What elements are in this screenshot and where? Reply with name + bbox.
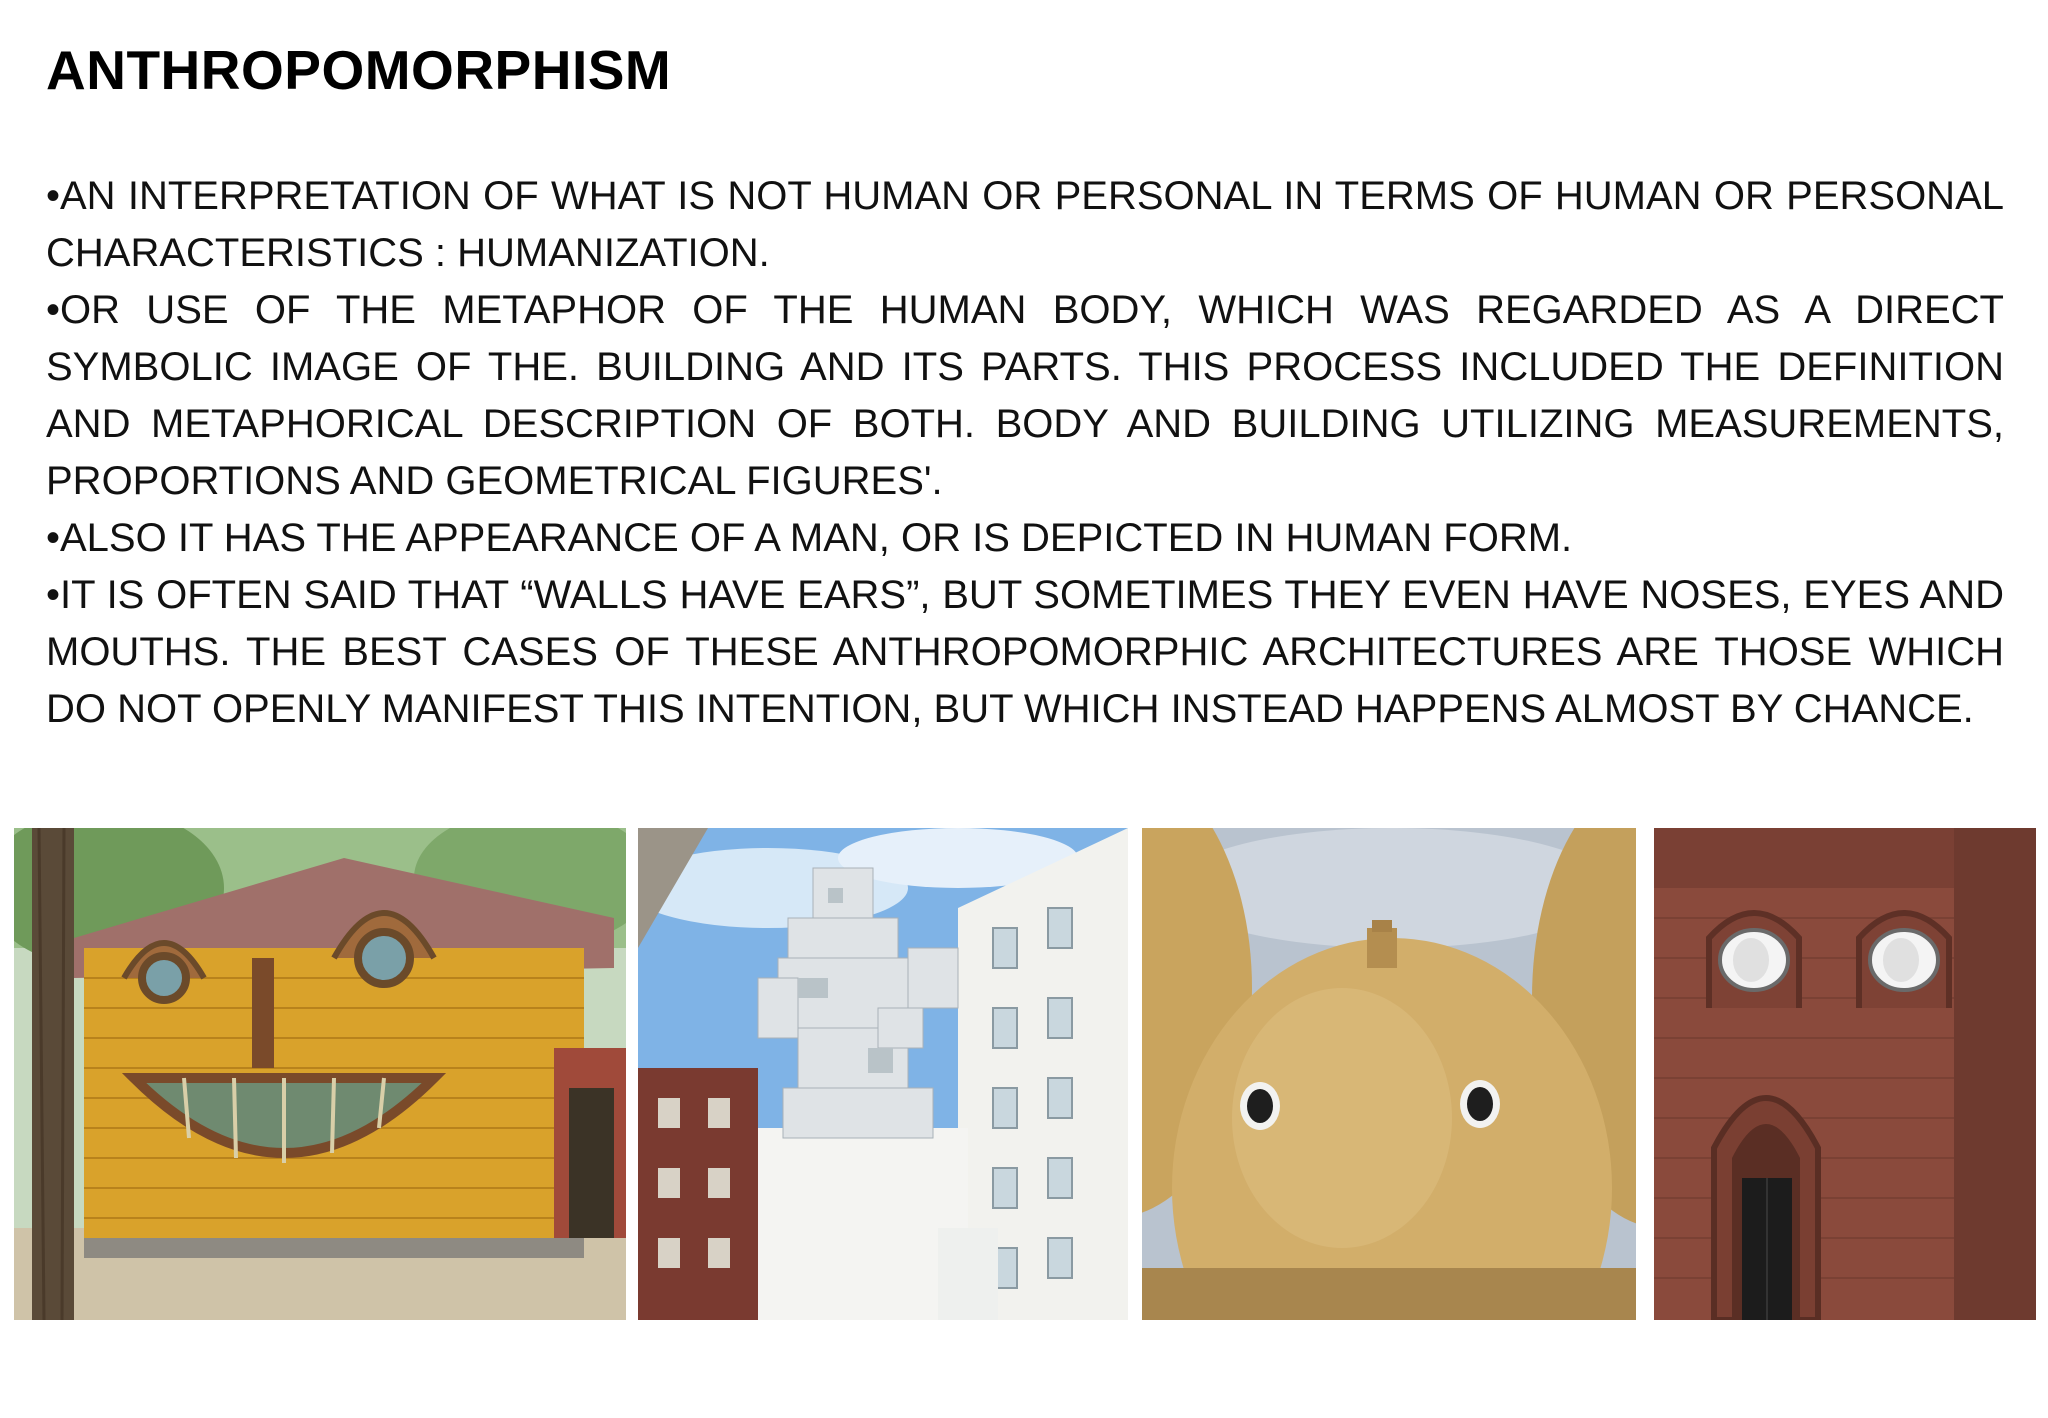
slide-title: ANTHROPOMORPHISM xyxy=(46,39,672,101)
brick-facade-face-photo xyxy=(1654,828,2036,1320)
bullet-paragraph-2: •OR USE OF THE METAPHOR OF THE HUMAN BODY, WHICH WAS REGARDED AS A DIRECT SYMBOLIC IMAGE OF THE. BUILDING AND ITS PARTS. THIS PROCESS INCLUDED THE DEFINITION AND METAPHORICAL DESCRIPTION OF BOTH. BODY AND BUILDING UTILIZING MEASUREMENTS, PROPORTIONS AND GEOMETRICAL FIGURES'. xyxy=(46,288,2004,503)
slide-body xyxy=(46,168,2004,738)
blocky-human-figure-building-photo xyxy=(638,828,1128,1320)
bullet-paragraph-3: •ALSO IT HAS THE APPEARANCE OF A MAN, OR IS DEPICTED IN HUMAN FORM. xyxy=(46,516,1573,560)
domed-tanks-with-eyes-photo xyxy=(1142,828,1636,1320)
bullet-paragraph-1: •AN INTERPRETATION OF WHAT IS NOT HUMAN OR PERSONAL IN TERMS OF HUMAN OR PERSONAL CHARACTERISTICS : HUMANIZATION. xyxy=(46,174,2004,275)
smiling-wooden-house-photo xyxy=(14,828,626,1320)
bullet-paragraph-4: •IT IS OFTEN SAID THAT “WALLS HAVE EARS”, BUT SOMETIMES THEY EVEN HAVE NOSES, EYES AND MOUTHS. THE BEST CASES OF THESE ANTHROPOMORPHIC ARCHITECTURES ARE THOSE WHICH DO NOT OPENLY MANIFEST THIS INTENTION, BUT WHICH INSTEAD HAPPENS ALMOST BY CHANCE. xyxy=(46,573,2004,731)
